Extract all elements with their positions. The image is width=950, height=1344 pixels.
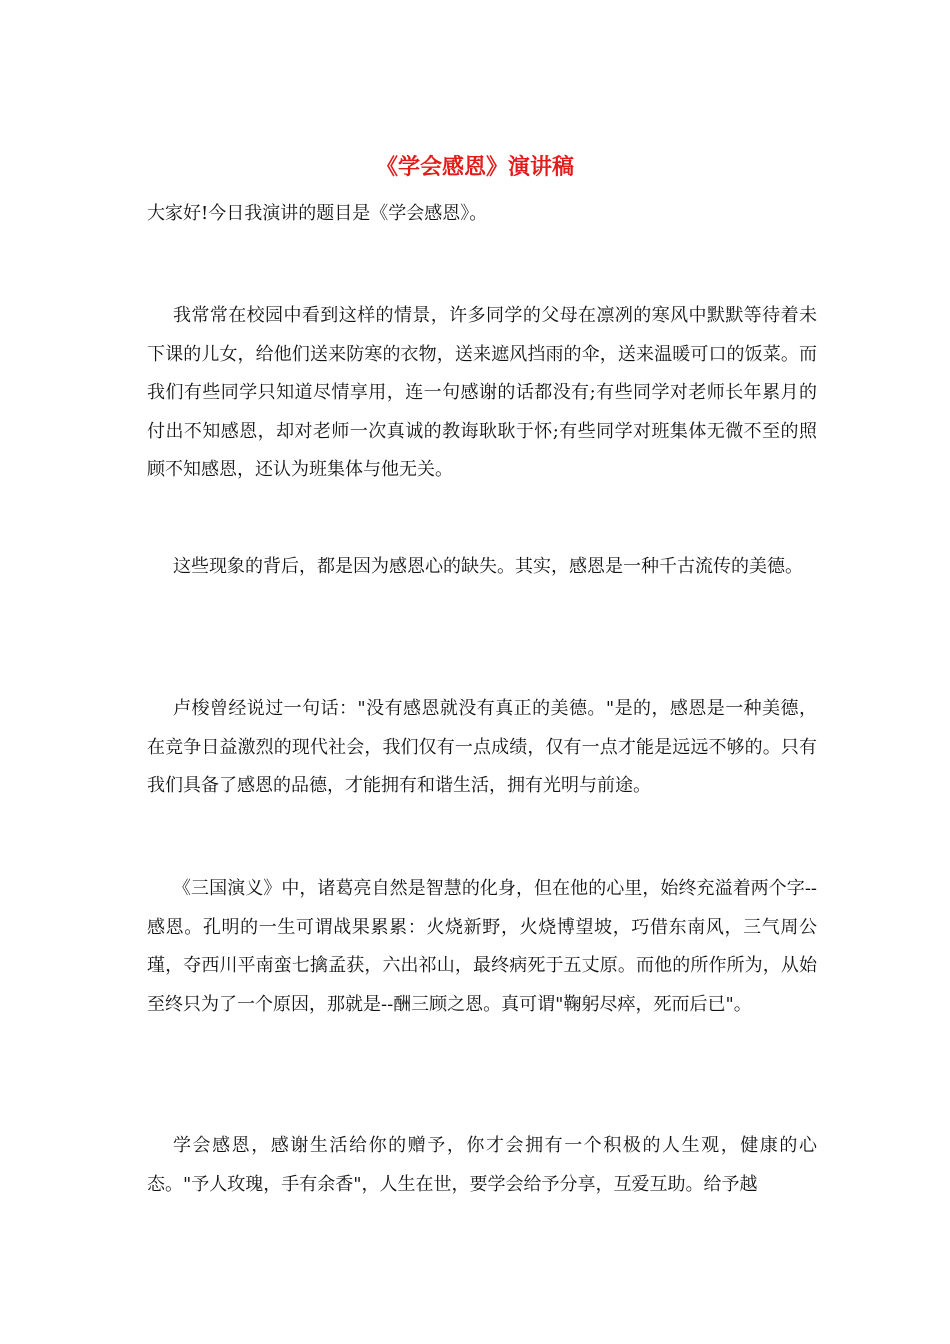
paragraph-5: 学会感恩，感谢生活给你的赠予，你才会拥有一个积极的人生观，健康的心态。"予人玫瑰，手有余香"，人生在世，要学会给予分享，互爱互助。给予越 bbox=[147, 1135, 817, 1195]
paragraph-3: 卢梭曾经说过一句话："没有感恩就没有真正的美德。"是的，感恩是一种美德，在竞争日益激烈的现代社会，我们仅有一点成绩，仅有一点才能是远远不够的。只有我们具备了感恩的品德，才能拥有和谐生活，拥有光明与前途。 bbox=[147, 698, 817, 796]
paragraph-1: 我常常在校园中看到这样的情景，许多同学的父母在凛冽的寒风中默默等待着未下课的儿女，给他们送来防寒的衣物，送来遮风挡雨的伞，送来温暖可口的饭菜。而我们有些同学只知道尽情享用，连一句感谢的话都没有;有些同学对老师长年累月的付出不知感恩，却对老师一次真诚的教诲耿耿于怀;有些同学对班集体无微不至的照顾不知感恩，还认为班集体与他无关。 bbox=[147, 305, 817, 480]
greeting-line: 大家好!今日我演讲的题目是《学会感恩》。 bbox=[147, 203, 488, 224]
paragraph-4: 《三国演义》中，诸葛亮自然是智慧的化身，但在他的心里，始终充溢着两个字--感恩。孔明的一生可谓战果累累：火烧新野，火烧博望坡，巧借东南风，三气周公瑾，夺西川平南蛮七擒孟获，六出祁山，最终病死于五丈原。而他的所作所为，从始至终只为了一个原因，那就是--酬三顾之恩。真可谓"鞠躬尽瘁，死而后已"。 bbox=[147, 878, 817, 1015]
paragraph-2: 这些现象的背后，都是因为感恩心的缺失。其实，感恩是一种千古流传的美德。 bbox=[173, 556, 803, 577]
document-title: 《学会感恩》演讲稿 bbox=[375, 155, 574, 180]
